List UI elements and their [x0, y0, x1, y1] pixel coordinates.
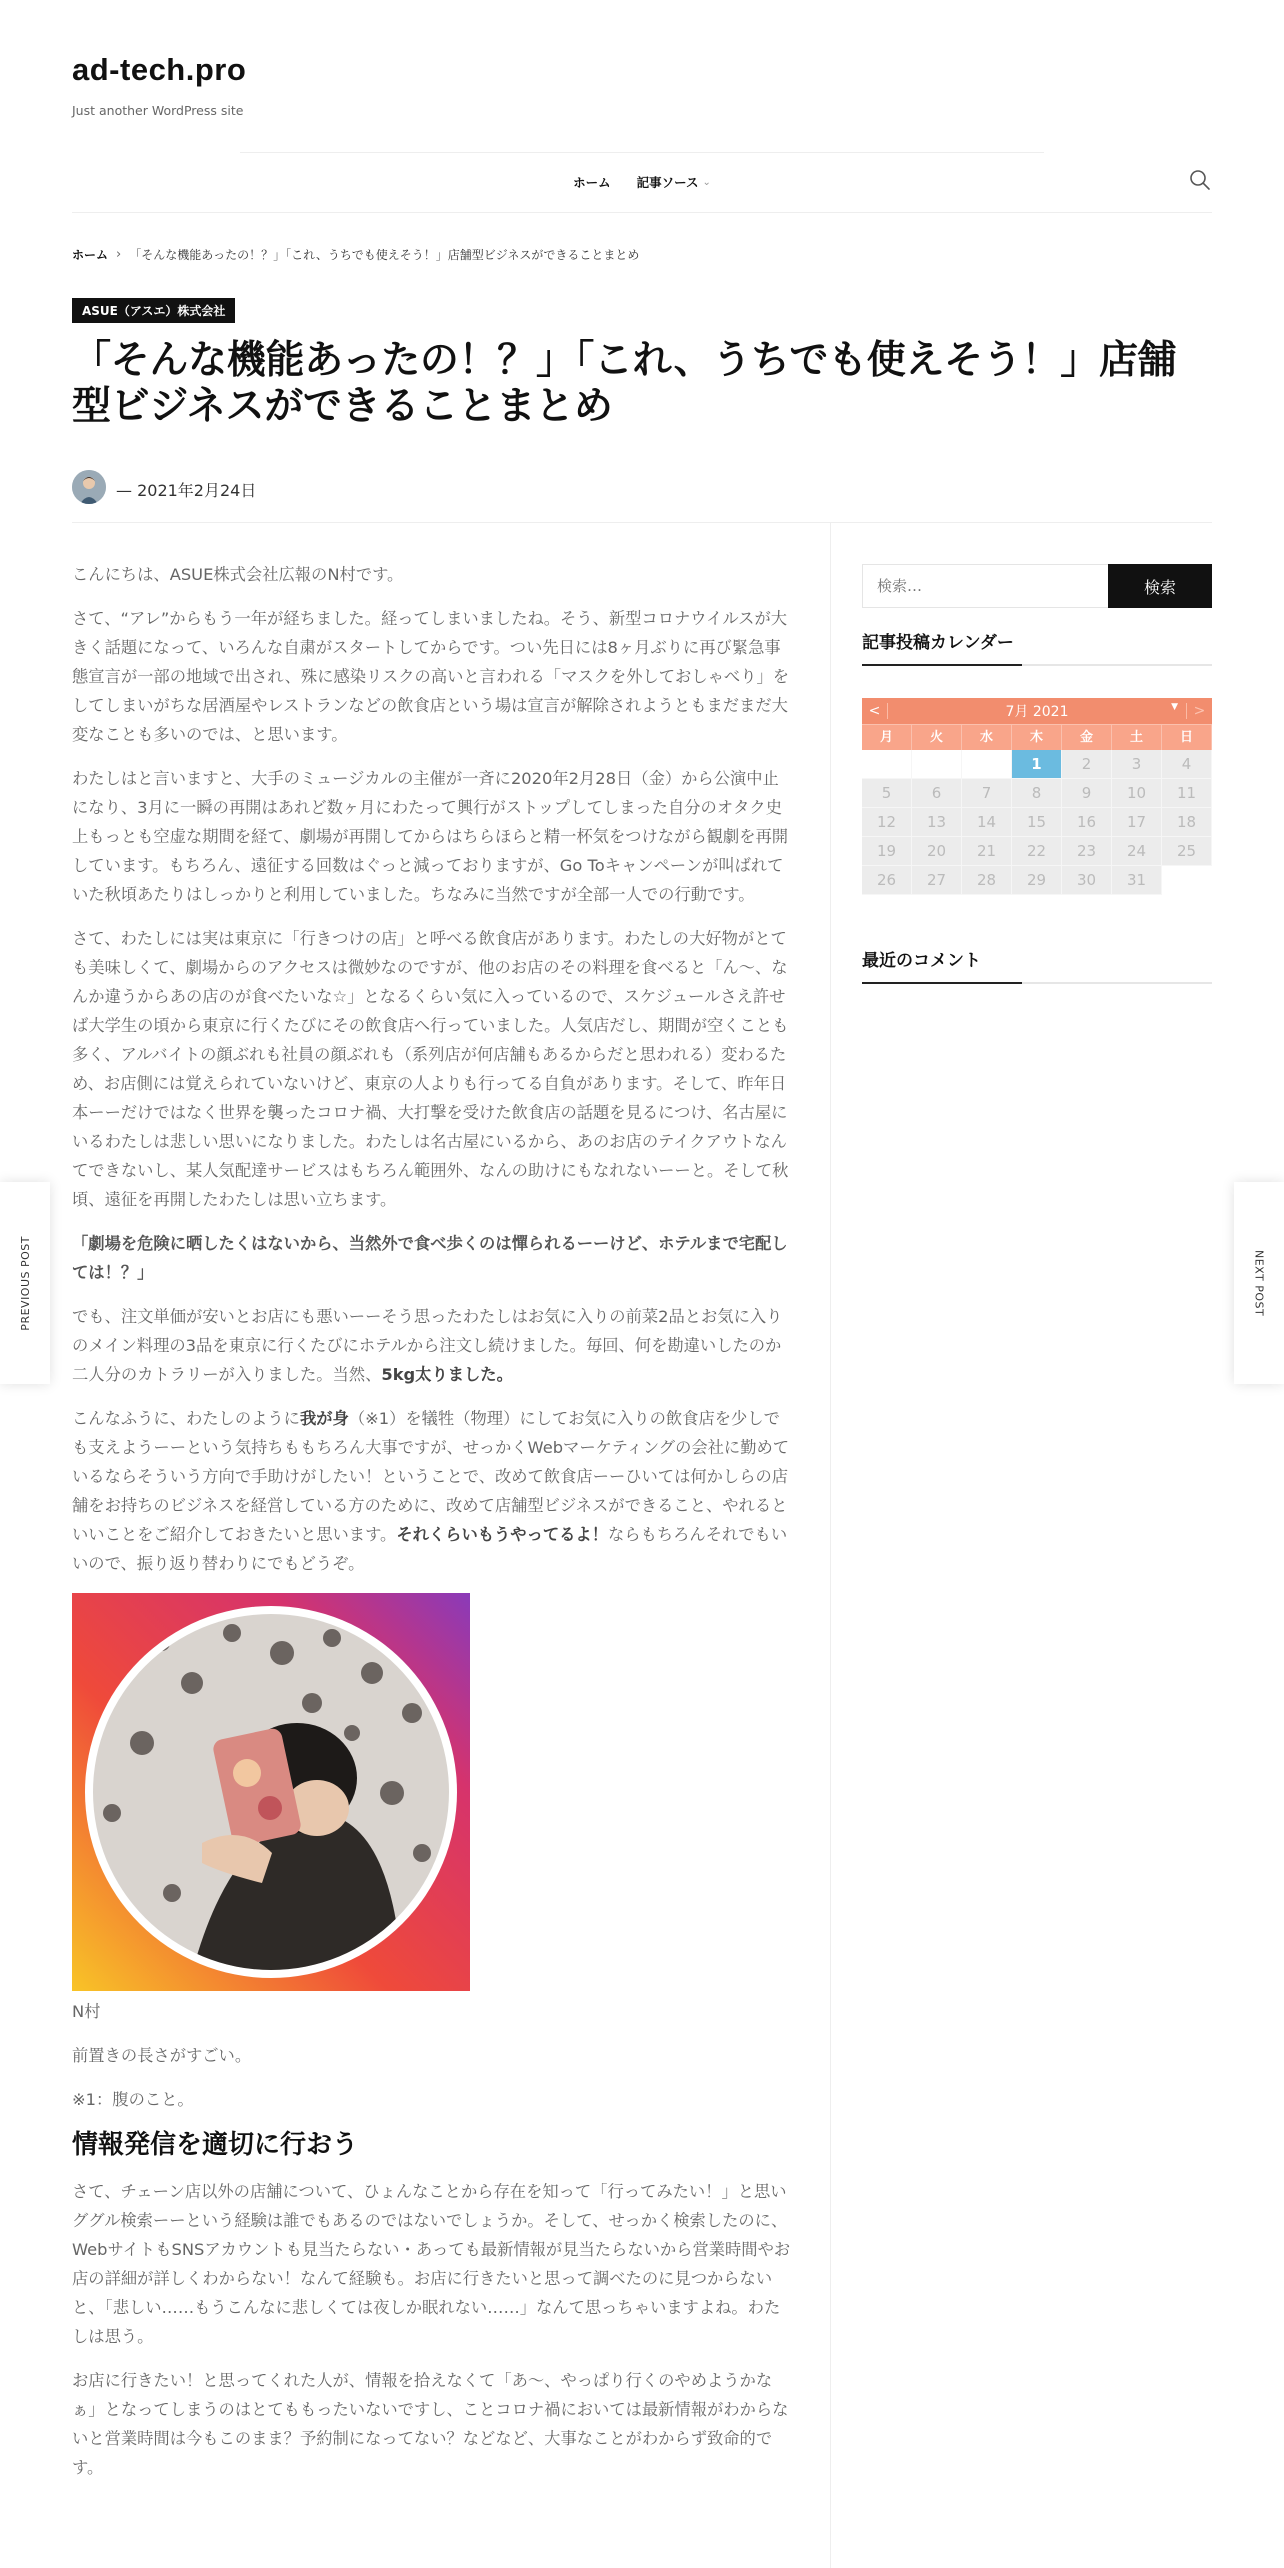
calendar-day: 2 [1062, 750, 1112, 779]
paragraph: さて、“アレ”からもう一年が経ちました。経ってしまいましたね。そう、新型コロナウイルスが大きく話題になって、いろんな自粛がスタートしてからです。つい先日には8ヶ月ぶりに再び緊急事態宣言が一部の地域で出され、殊に感染リスクの高いと言われる「マスクを外しておしゃべり」をしてしまいがちな居酒屋やレストランなどの飲食店という場は宣言が解除されようともまだまだ大変なことも多いのでは、と思います。 [72, 609, 790, 744]
nav-item-home[interactable] [573, 170, 611, 194]
calendar-day: 21 [962, 837, 1012, 866]
paragraph-bold: それくらいもうやってるよ！ [396, 1525, 608, 1544]
nav-item-label: ホーム [573, 175, 611, 190]
breadcrumb [72, 246, 639, 263]
post-calendar [862, 698, 1212, 895]
calendar-weekday: 水 [962, 724, 1012, 750]
breadcrumb-current: 「そんな機能あったの！？」「これ、うちでも使えそう！」店舗型ビジネスができることまとめ [129, 248, 640, 262]
calendar-day: 19 [862, 837, 912, 866]
calendar-day: 6 [912, 779, 962, 808]
main-nav [0, 170, 1284, 194]
category-badge[interactable]: ASUE（アスエ）株式会社 [72, 298, 235, 323]
calendar-weekday-row [862, 724, 1212, 750]
paragraph: さて、わたしには実は東京に「行きつけの店」と呼べる飲食店があります。わたしの大好物がとても美味しくて、劇場からのアクセスは微妙なのですが、他のお店のその料理を食べると「ん〜、なんか違うからあの店のが食べたいな☆」となるくらい気に入っているので、スケジュールさえ許せば大学生の頃から東京に行くたびにその飲食店へ行っていました。人気店だし、期間が空くことも多く、アルバイトの顔ぶれも社員の顔ぶれも（系列店が何店舗もあるからだと思われる）変わるため、お店側には覚えられていないけど、東京の人よりも行ってる自負があります。そして、昨年日本ーーだけではなく世界を襲ったコロナ禍、大打撃を受けた飲食店の話題を見るにつけ、名古屋にいるわたしは悲しい思いになりました。わたしは名古屋にいるから、あのお店のテイクアウトなんてできないし、某人気配達サービスはもちろん範囲外、なんの助けにもなれないーーと。そして秋頃、遠征を再開したわたしは思い立ちます。 [72, 929, 789, 1209]
calendar-widget-title: 記事投稿カレンダー [862, 633, 1014, 653]
calendar-empty-cell [862, 750, 912, 779]
recent-comments-title: 最近のコメント [862, 951, 981, 971]
calendar-weekday: 土 [1112, 724, 1162, 750]
paragraph-bold: 5kg太りました。 [381, 1365, 513, 1384]
calendar-day: 7 [962, 779, 1012, 808]
paragraph: こんにちは、ASUE株式会社広報のN村です。 [72, 565, 404, 584]
author-avatar[interactable] [72, 470, 106, 504]
paragraph-text: ならもちろんそれでもいいので、振り返り替わりにでもどうぞ。 [72, 1525, 788, 1573]
meta-divider [72, 522, 1212, 523]
calendar-day: 30 [1062, 866, 1112, 895]
next-post-label: NEXT POST [1252, 1249, 1266, 1317]
calendar-weekday: 日 [1162, 724, 1212, 750]
paragraph: お店に行きたい！と思ってくれた人が、情報を拾えなくて「あ〜、やっぱり行くのやめようかなぁ」となってしまうのはとてももったいないですし、ことコロナ禍においては最新情報がわからないと営業時間は今もこのまま？予約制になってない？などなど、大事なことがわからず致命的です。 [72, 2370, 789, 2477]
chevron-right-icon: › [116, 247, 122, 262]
column-divider [830, 522, 831, 2568]
calendar-header [862, 698, 1212, 724]
calendar-day-today[interactable]: 1 [1012, 750, 1062, 779]
calendar-day: 22 [1012, 837, 1062, 866]
calendar-day: 5 [862, 779, 912, 808]
image-caption: N村 [72, 2002, 101, 2021]
paragraph [72, 1404, 792, 1578]
previous-post-label: PREVIOUS POST [18, 1235, 32, 1331]
nav-item-article-source[interactable] [637, 170, 711, 194]
paragraph: わたしはと言いますと、大手のミュージカルの主催が一斉に2020年2月28日（金）から公演中止になり、3月に一瞬の再開はあれど数ヶ月にわたって興行がストップしてしまった自分のオタク史上もっとも空虚な期間を経て、劇場が再開してからはちらほらと精一杯気をつけながら観劇を再開しています。もちろん、遠征する回数はぐっと減っておりますが、Go Toキャンペーンが叫ばれていた秋頃あたりはしっかりと利用していました。ちなみに当然ですが全部一人での行動です。 [72, 769, 789, 904]
calendar-month-label: 7月 2021 [1005, 704, 1069, 720]
paragraph-quote: 「劇場を危険に晒したくはないから、当然外で食べ歩くのは憚られるーーけど、ホテルまで宅配しては！？」 [72, 1234, 788, 1282]
calendar-day: 11 [1162, 779, 1212, 808]
calendar-day: 20 [912, 837, 962, 866]
search-input[interactable] [862, 564, 1108, 608]
calendar-day: 14 [962, 808, 1012, 837]
paragraph: ※1：腹のこと。 [72, 2090, 194, 2109]
paragraph-text: こんなふうに、わたしのように [72, 1409, 300, 1428]
calendar-day: 31 [1112, 866, 1162, 895]
calendar-day: 28 [962, 866, 1012, 895]
calendar-day: 4 [1162, 750, 1212, 779]
calendar-day: 12 [862, 808, 912, 837]
next-post-link[interactable] [1234, 1182, 1284, 1384]
calendar-empty-cell [912, 750, 962, 779]
post-title: 「そんな機能あったの！？」「これ、うちでも使えそう！」店舗型ビジネスができることまとめ [72, 338, 1177, 429]
calendar-month-select[interactable] [888, 701, 1186, 721]
nav-item-label: 記事ソース [636, 175, 699, 190]
paragraph: 前置きの長さがすごい。 [72, 2046, 252, 2065]
calendar-weekday: 金 [1062, 724, 1112, 750]
paragraph [72, 1302, 792, 1389]
chevron-down-icon: ⌄ [702, 176, 711, 188]
site-tagline: Just another WordPress site [72, 103, 244, 118]
nav-divider-top [240, 152, 1044, 153]
calendar-weekday: 月 [862, 724, 912, 750]
previous-post-link[interactable] [0, 1182, 50, 1384]
paragraph-text: でも、注文単価が安いとお店にも悪いーーそう思ったわたしはお気に入りの前菜2品とお気に入りのメイン料理の3品を東京に行くたびにホテルから注文し続けました。毎回、何を勘違いしたのか二人分のカトラリーが入りました。当然、 [72, 1307, 783, 1384]
sidebar-search [862, 564, 1212, 608]
calendar-days [862, 750, 1212, 895]
calendar-day: 25 [1162, 837, 1212, 866]
search-button[interactable]: 検索 [1108, 564, 1212, 608]
calendar-next-button[interactable]: > [1186, 703, 1212, 719]
calendar-day: 3 [1112, 750, 1162, 779]
calendar-day: 16 [1062, 808, 1112, 837]
calendar-day: 26 [862, 866, 912, 895]
breadcrumb-home[interactable]: ホーム [72, 248, 109, 262]
calendar-prev-button[interactable]: < [862, 703, 888, 719]
calendar-day: 23 [1062, 837, 1112, 866]
widget-divider [862, 664, 1212, 666]
calendar-day: 9 [1062, 779, 1112, 808]
calendar-day: 17 [1112, 808, 1162, 837]
nav-divider-bottom [72, 212, 1212, 213]
paragraph-bold: 我が身 [299, 1409, 349, 1428]
section-heading: 情報発信を適切に行おう [72, 2130, 359, 2160]
article-body [72, 560, 792, 2497]
calendar-day: 29 [1012, 866, 1062, 895]
caret-down-icon: ▼ [1171, 702, 1178, 712]
widget-divider [862, 982, 1212, 984]
calendar-day: 27 [912, 866, 962, 895]
calendar-weekday: 木 [1012, 724, 1062, 750]
search-icon[interactable] [1188, 168, 1212, 192]
paragraph-text: （※1）を犠牲（物理）にしてお気に入りの飲食店を少しでも支えようーーという気持ちももちろん大事ですが、せっかくWebマーケティングの会社に勤めているならそういう方向で手助けがしたい！ということで、改めて飲食店ーーひいては何かしらの店舗をお持ちのビジネスを経営している方のために、改めて店舗型ビジネスができること、やれるといいことをご紹介しておきたいと思います。 [72, 1409, 790, 1544]
site-title[interactable]: ad-tech.pro [72, 52, 247, 87]
calendar-day: 10 [1112, 779, 1162, 808]
calendar-day: 13 [912, 808, 962, 837]
post-date: — 2021年2月24日 [116, 481, 257, 500]
calendar-empty-cell [962, 750, 1012, 779]
calendar-day: 24 [1112, 837, 1162, 866]
paragraph: さて、チェーン店以外の店舗について、ひょんなことから存在を知って「行ってみたい！」と思いググル検索ーーという経験は誰でもあるのではないでしょうか。そして、せっかく検索したのに、WebサイトもSNSアカウントも見当たらない・あっても最新情報が見当たらないから営業時間やお店の詳細が詳しくわからない！なんて経験も。お店に行きたいと思って調べたのに見つからないと、「悲しい……もうこんなに悲しくては夜しか眠れない……」なんて思っちゃいますよね。わたしは思う。 [72, 2181, 791, 2346]
calendar-day: 8 [1012, 779, 1062, 808]
calendar-day: 15 [1012, 808, 1062, 837]
author-photo [72, 1593, 470, 1991]
calendar-weekday: 火 [912, 724, 962, 750]
calendar-day: 18 [1162, 808, 1212, 837]
